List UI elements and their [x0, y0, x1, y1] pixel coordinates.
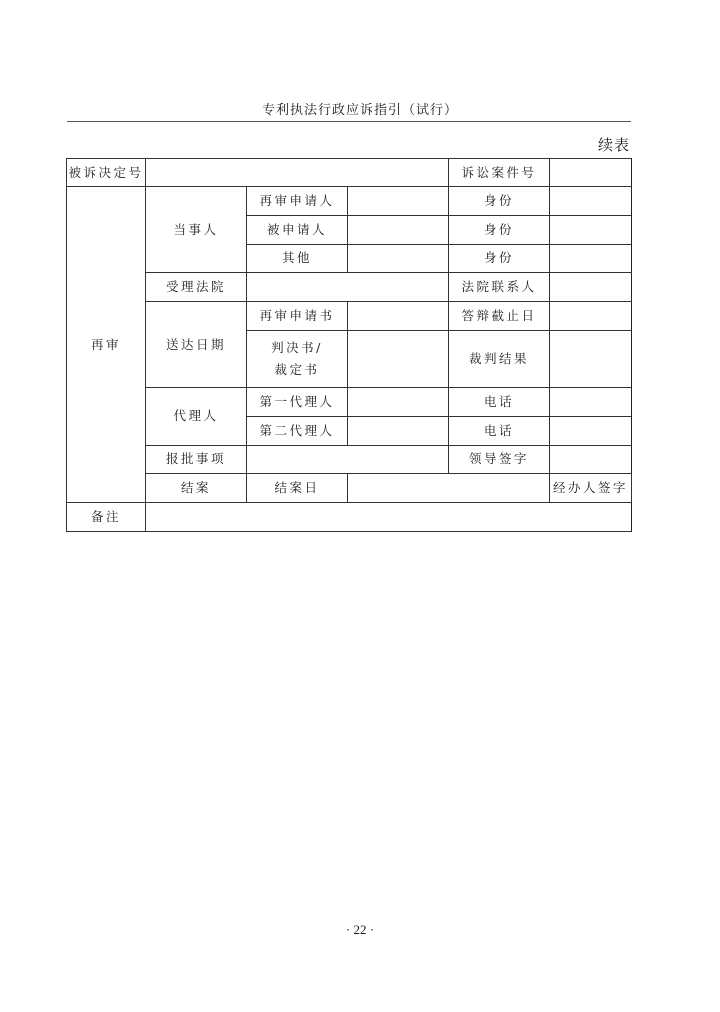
- field-closing-date[interactable]: [348, 474, 550, 503]
- label-parties: 当事人: [146, 187, 247, 273]
- field-second-agent[interactable]: [348, 416, 449, 445]
- field-retrial-petition[interactable]: [348, 302, 449, 331]
- continued-label: 续表: [597, 136, 630, 154]
- header-rule: [67, 121, 631, 122]
- field-phone-2[interactable]: [550, 416, 632, 445]
- label-delivery-date: 送达日期: [146, 302, 247, 388]
- field-court-contact[interactable]: [550, 273, 632, 302]
- label-judgment-line2: 裁定书: [274, 361, 320, 377]
- label-retrial-applicant: 再审申请人: [247, 187, 348, 216]
- label-court: 受理法院: [146, 273, 247, 302]
- label-retrial-petition: 再审申请书: [247, 302, 348, 331]
- label-retrial: 再审: [67, 187, 146, 503]
- label-court-contact: 法院联系人: [449, 273, 550, 302]
- page-number: · 22 ·: [345, 922, 375, 937]
- field-court[interactable]: [247, 273, 449, 302]
- label-identity-2: 身份: [449, 215, 550, 244]
- label-judgment: [247, 330, 348, 387]
- label-closing: 结案: [146, 474, 247, 503]
- label-leader-sign: 领导签字: [449, 445, 550, 474]
- field-case-no[interactable]: [550, 159, 632, 187]
- label-respondent: 被申请人: [247, 215, 348, 244]
- label-case-no: 诉讼案件号: [449, 159, 550, 187]
- label-decision-no: 被诉决定号: [67, 159, 146, 187]
- label-phone-1: 电话: [449, 387, 550, 416]
- field-decision-no[interactable]: [146, 159, 449, 187]
- label-remarks: 备注: [67, 503, 146, 532]
- label-approval: 报批事项: [146, 445, 247, 474]
- field-first-agent[interactable]: [348, 387, 449, 416]
- running-header: 专利执法行政应诉指引（试行）: [261, 103, 458, 118]
- label-identity-1: 身份: [449, 187, 550, 216]
- field-retrial-applicant[interactable]: [348, 187, 449, 216]
- field-reply-deadline[interactable]: [550, 302, 632, 331]
- field-identity-3[interactable]: [550, 244, 632, 273]
- label-other: 其他: [247, 244, 348, 273]
- field-judgment-result[interactable]: [550, 330, 632, 387]
- field-remarks[interactable]: [146, 503, 632, 532]
- label-handler-sign: 经办人签字: [550, 474, 632, 503]
- field-respondent[interactable]: [348, 215, 449, 244]
- label-judgment-result: 裁判结果: [449, 330, 550, 387]
- field-judgment[interactable]: [348, 330, 449, 387]
- label-first-agent: 第一代理人: [247, 387, 348, 416]
- appeal-form-table: [66, 158, 632, 532]
- label-phone-2: 电话: [449, 416, 550, 445]
- field-identity-2[interactable]: [550, 215, 632, 244]
- field-other[interactable]: [348, 244, 449, 273]
- label-closing-date: 结案日: [247, 474, 348, 503]
- label-second-agent: 第二代理人: [247, 416, 348, 445]
- label-identity-3: 身份: [449, 244, 550, 273]
- field-approval[interactable]: [247, 445, 449, 474]
- label-agent: 代理人: [146, 387, 247, 445]
- field-phone-1[interactable]: [550, 387, 632, 416]
- label-judgment-line1: 判决书/: [271, 339, 323, 355]
- field-identity-1[interactable]: [550, 187, 632, 216]
- label-reply-deadline: 答辩截止日: [449, 302, 550, 331]
- field-leader-sign[interactable]: [550, 445, 632, 474]
